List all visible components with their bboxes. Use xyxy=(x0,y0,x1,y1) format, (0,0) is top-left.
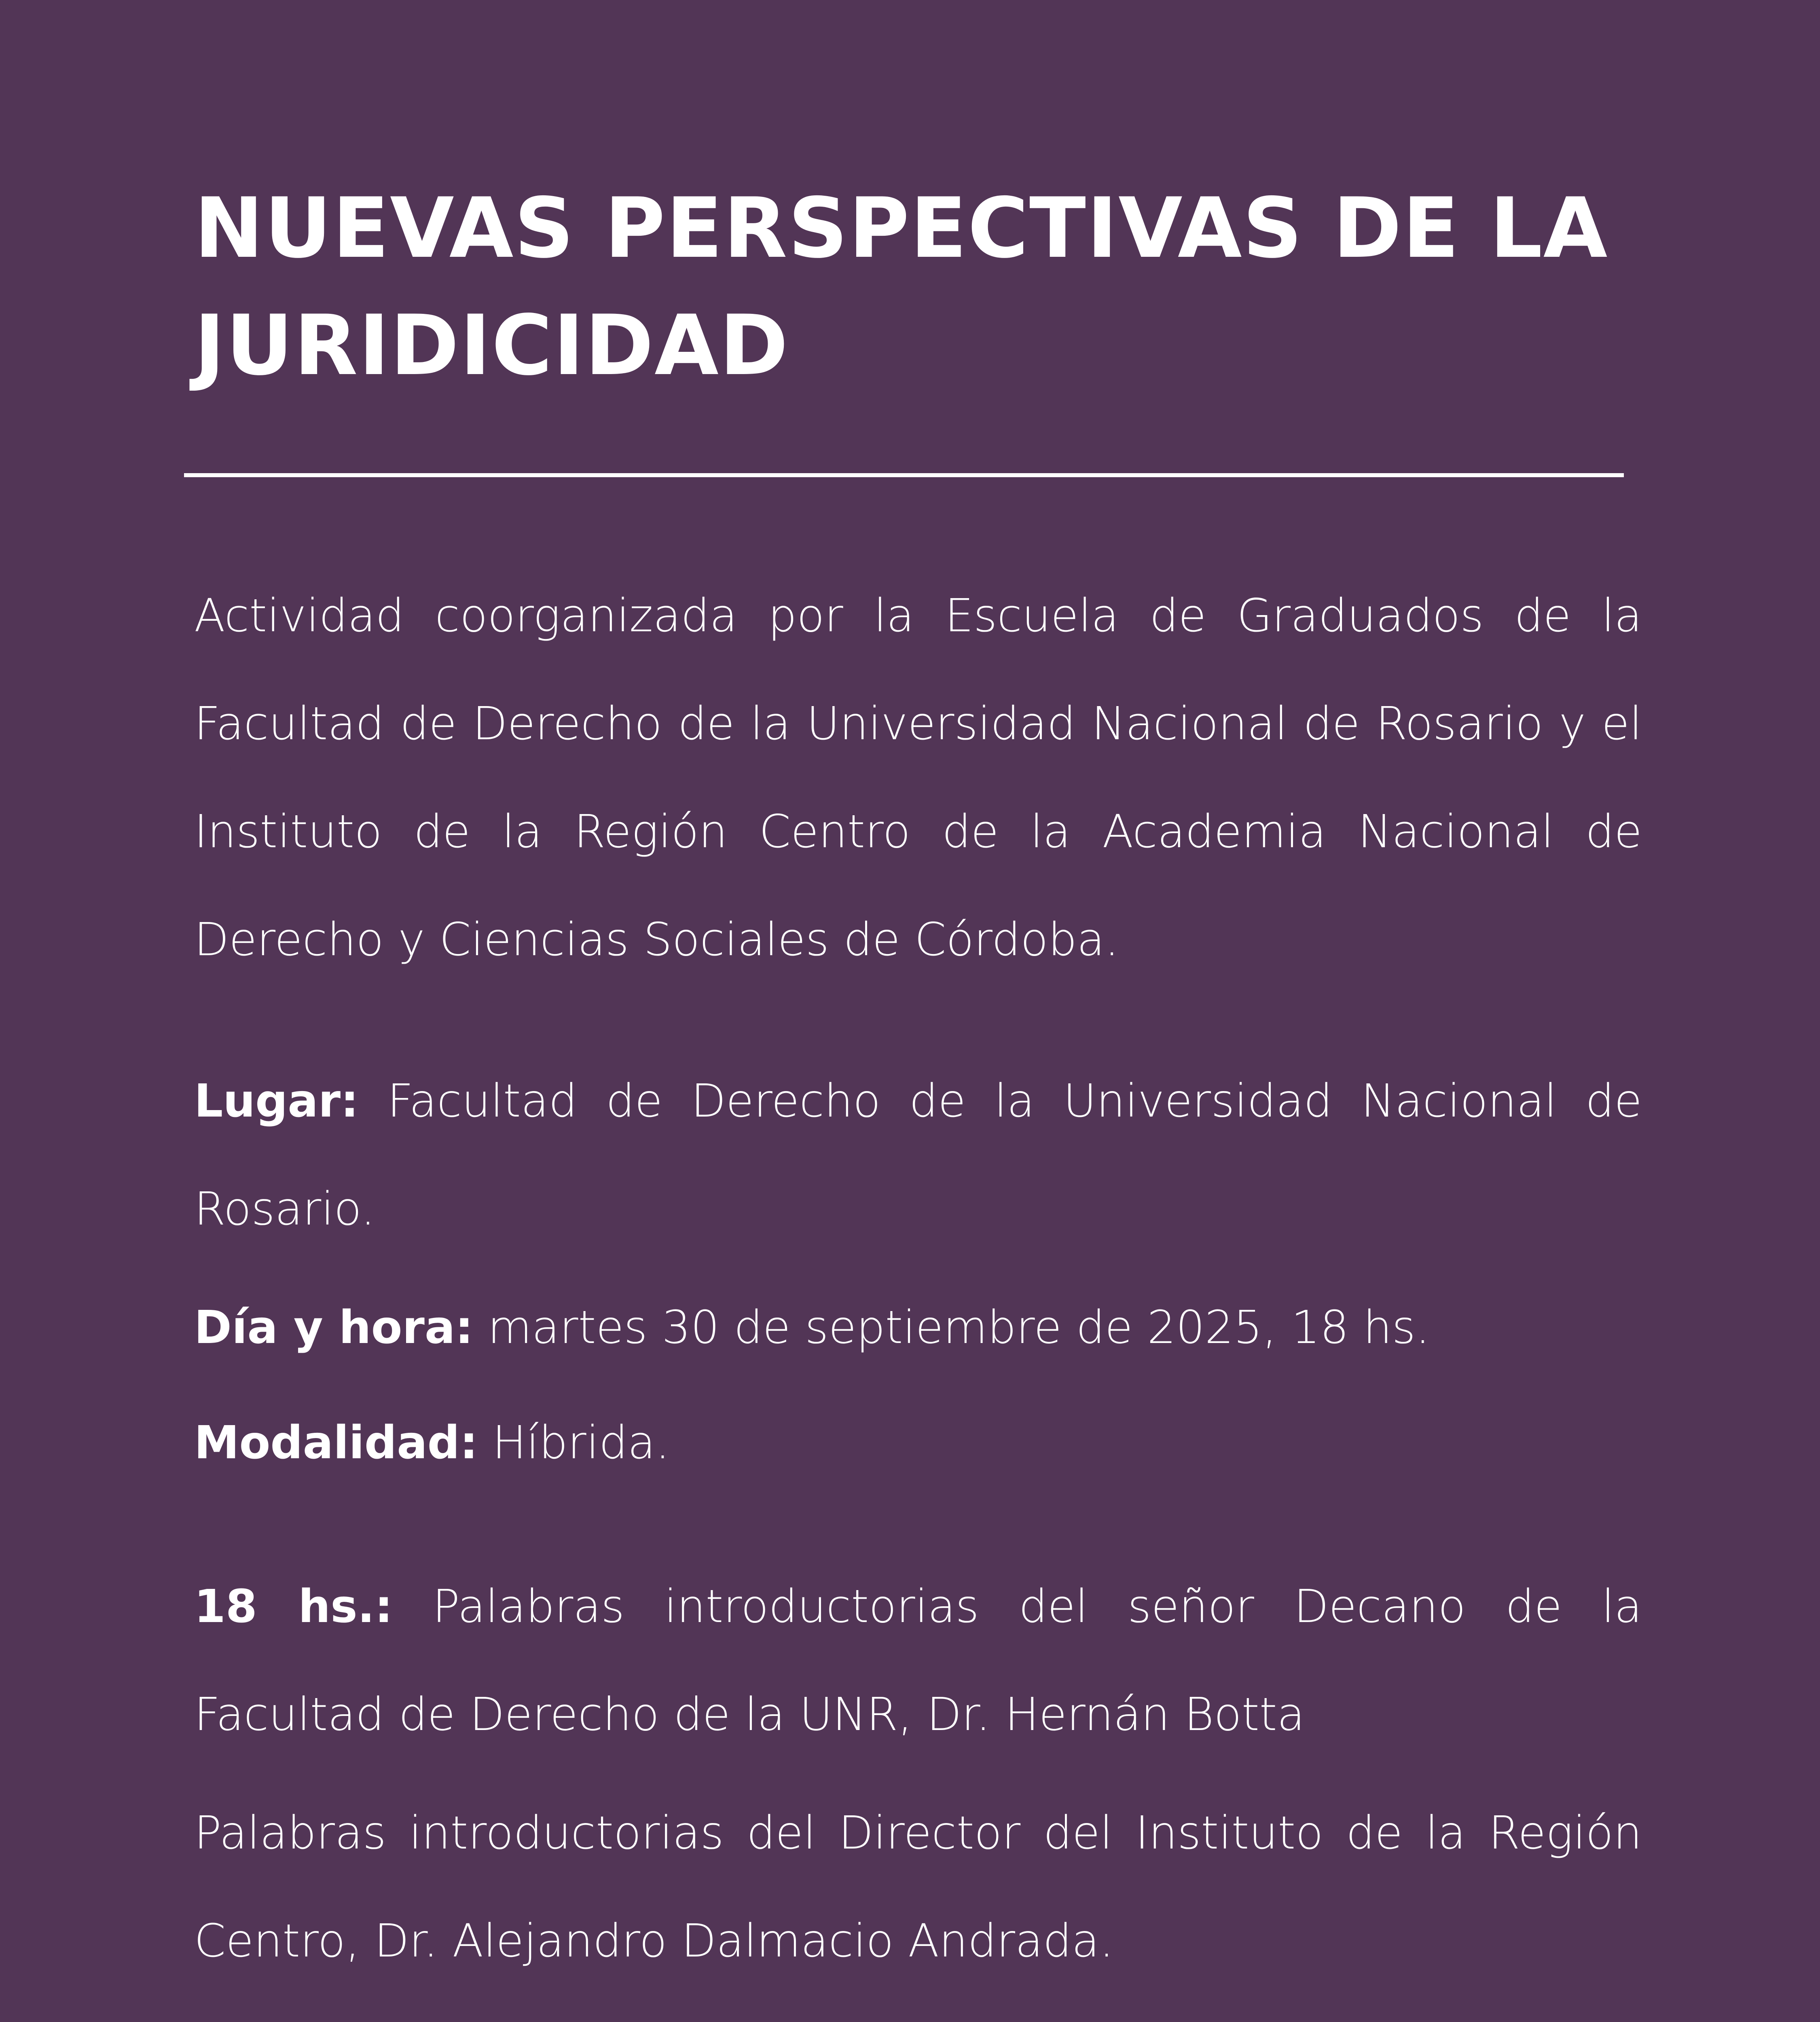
program-p1-section xyxy=(194,1553,1642,1769)
title-divider xyxy=(184,473,1624,477)
details-section xyxy=(194,1047,1642,1263)
modalidad-line xyxy=(194,1389,1642,1497)
p1-value: Palabras introductorias del señor Decano de la Facultad de Derecho de la UNR, Dr. Hernán Botta xyxy=(194,1580,1642,1741)
modalidad-value: Híbrida. xyxy=(478,1417,670,1469)
intro-section xyxy=(194,562,1642,994)
program-p2: Palabras introductorias del Director del Instituto de la Región Centro, Dr. Alejandro Dalmacio Andrada. xyxy=(194,1807,1642,1967)
modalidad-label: Modalidad: xyxy=(194,1417,478,1469)
dia-label: Día y hora: xyxy=(194,1301,474,1354)
lugar-line xyxy=(194,1047,1642,1263)
program-p3 xyxy=(194,2004,1642,2022)
program-p2-section xyxy=(194,1779,1642,1995)
lugar-label: Lugar: xyxy=(194,1075,359,1127)
program-p3-section xyxy=(194,2004,1642,2022)
intro-paragraph: Actividad coorganizada por la Escuela de Graduados de la Facultad de Derecho de la Universidad Nacional de Rosario y el Instituto de la Región Centro de la Academia Nacional de Derecho y Ciencias Sociales de Córdoba. xyxy=(194,590,1642,966)
program-p1 xyxy=(194,1553,1642,1769)
dia-value: martes 30 de septiembre de 2025, 18 hs. xyxy=(473,1301,1430,1354)
dia-line xyxy=(194,1274,1642,1382)
dia-section xyxy=(194,1274,1642,1382)
p1-label: 18 hs.: xyxy=(194,1580,393,1633)
event-title: NUEVAS PERSPECTIVAS DE LA JURIDICIDAD xyxy=(194,180,1608,394)
lugar-value: Facultad de Derecho de la Universidad Nacional de Rosario. xyxy=(194,1075,1642,1235)
modalidad-section xyxy=(194,1389,1642,1497)
